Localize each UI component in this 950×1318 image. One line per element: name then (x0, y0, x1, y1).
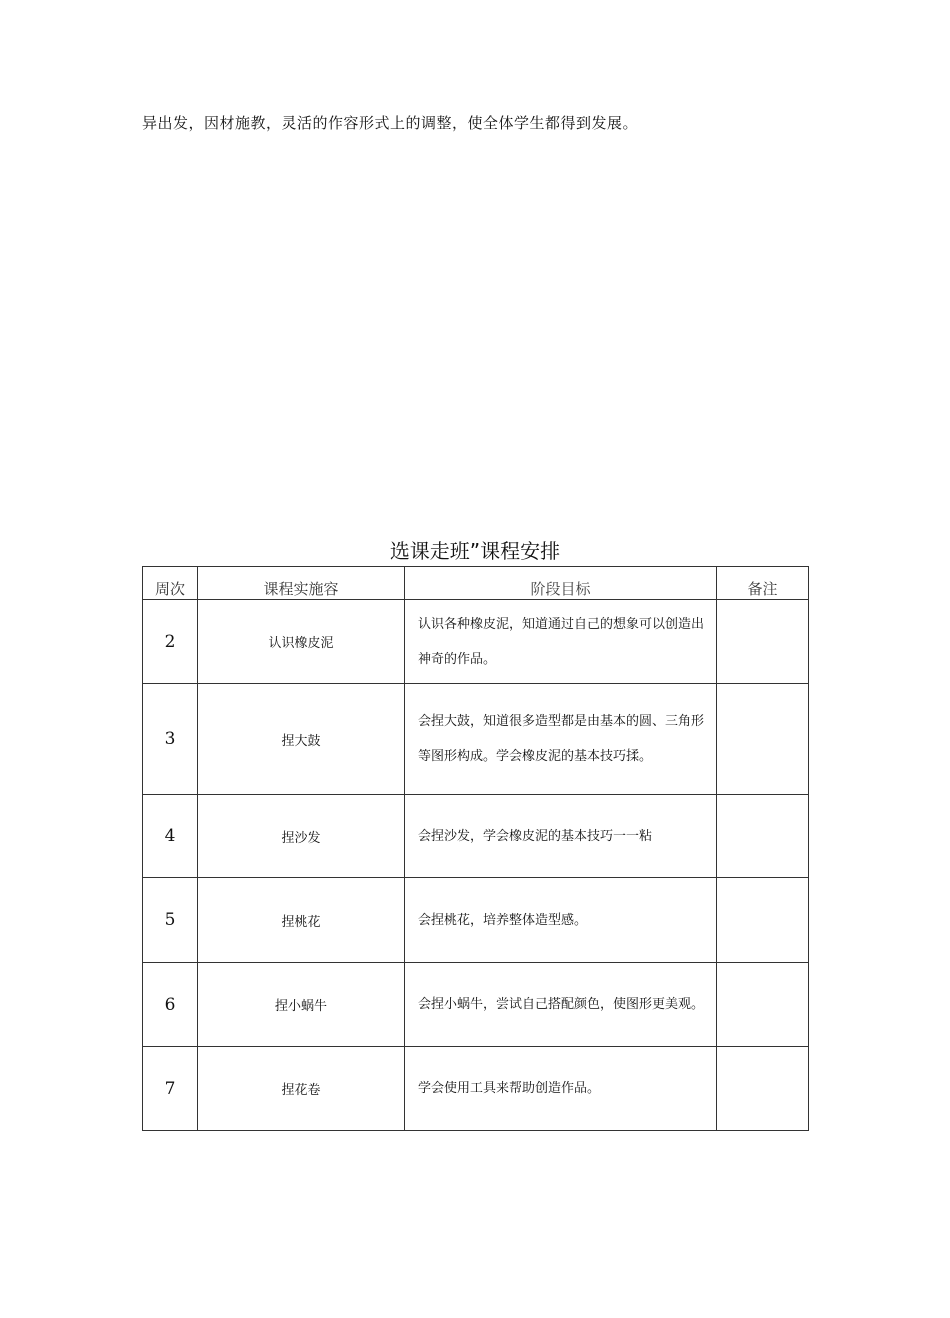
table-row (143, 795, 809, 878)
note-cell (717, 1047, 809, 1131)
goal-cell: 会捏大鼓，知道很多造型都是由基本的圆、三角形等图形构成。学会橡皮泥的基本技巧揉。 (405, 684, 717, 795)
table-title: 选课走班”课程安排 (389, 539, 561, 563)
goal-cell: 会捏桃花，培养整体造型感。 (405, 878, 717, 963)
header-goal: 阶段目标 (405, 567, 717, 600)
table-row (143, 963, 809, 1047)
content-cell: 捏沙发 (198, 795, 405, 878)
header-content: 课程实施容 (198, 567, 405, 600)
goal-cell: 学会使用工具来帮助创造作品。 (405, 1047, 717, 1131)
week-cell: 7 (143, 1047, 198, 1131)
week-cell: 3 (143, 684, 198, 795)
schedule-table (142, 566, 809, 1131)
goal-cell: 会捏小蜗牛，尝试自己搭配颜色，使图形更美观。 (405, 963, 717, 1047)
content-cell: 捏花卷 (198, 1047, 405, 1131)
header-note: 备注 (717, 567, 809, 600)
table-row (143, 600, 809, 684)
content-cell: 捏小蜗牛 (198, 963, 405, 1047)
table-row (143, 684, 809, 795)
goal-cell: 会捏沙发，学会橡皮泥的基本技巧一一粘 (405, 795, 717, 878)
week-cell: 6 (143, 963, 198, 1047)
note-cell (717, 684, 809, 795)
content-cell: 捏大鼓 (198, 684, 405, 795)
week-cell: 2 (143, 600, 198, 684)
note-cell (717, 963, 809, 1047)
week-cell: 5 (143, 878, 198, 963)
table-row (143, 878, 809, 963)
note-cell (717, 795, 809, 878)
note-cell (717, 878, 809, 963)
header-row (143, 567, 809, 600)
table-row (143, 1047, 809, 1131)
header-week: 周次 (143, 567, 198, 600)
content-cell: 捏桃花 (198, 878, 405, 963)
week-cell: 4 (143, 795, 198, 878)
goal-cell: 认识各种橡皮泥，知道通过自己的想象可以创造出神奇的作品。 (405, 600, 717, 684)
intro-paragraph: 异出发，因材施教，灵活的作容形式上的调整，使全体学生都得到发展。 (142, 114, 639, 132)
note-cell (717, 600, 809, 684)
content-cell: 认识橡皮泥 (198, 600, 405, 684)
